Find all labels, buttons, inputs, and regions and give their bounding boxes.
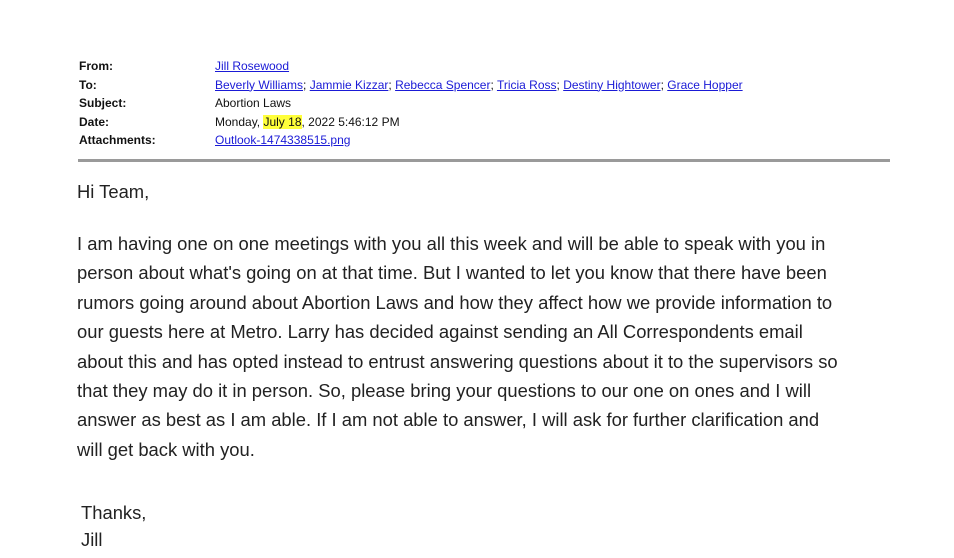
attachment-link[interactable]: Outlook-1474338515.png — [215, 133, 351, 147]
message-paragraph — [77, 229, 907, 464]
recipient-list — [215, 76, 743, 95]
recipient-link[interactable]: Tricia Ross — [496, 77, 557, 92]
body-line: will get back with you. — [77, 438, 255, 460]
from-label: From: — [79, 59, 113, 73]
body-line: that they may do it in person. So, please bring your questions to our one on ones and I will — [77, 380, 812, 402]
subject-label: Subject: — [79, 96, 127, 110]
from-row — [79, 57, 743, 76]
body-line: about this and has opted instead to entrust answering questions about it to the supervisors so — [77, 350, 838, 372]
signature-closing: Thanks, — [81, 502, 147, 523]
recipient-link[interactable]: Jammie Kizzar — [309, 77, 389, 92]
header-divider — [78, 159, 890, 162]
date-row — [79, 113, 743, 132]
body-line: I am having one on one meetings with you all this week and will be able to speak with you in — [77, 233, 826, 254]
subject-row — [79, 94, 743, 113]
attachments-row — [79, 131, 743, 150]
greeting: Hi Team, — [77, 181, 150, 202]
body-line: our guests here at Metro. Larry has decided against sending an All Correspondents email — [77, 321, 803, 343]
recipient-link[interactable]: Rebecca Spencer — [395, 77, 491, 92]
recipient-separator: ; — [388, 77, 392, 92]
to-label: To: — [79, 77, 97, 92]
recipient-separator: ; — [660, 77, 664, 92]
recipient-link[interactable]: Grace Hopper — [667, 77, 743, 92]
signature-name: Jill — [81, 529, 103, 550]
body-line: person about what's going on at that time. But I wanted to let you know that there have been — [77, 262, 827, 284]
body-line: answer as best as I am able. If I am not able to answer, I will ask for further clarification and — [77, 409, 820, 431]
signature — [81, 499, 146, 553]
email-header — [79, 57, 743, 150]
recipient-link[interactable]: Beverly Williams — [215, 77, 304, 92]
body-line: rumors going around about Abortion Laws and how they affect how we provide information to — [77, 291, 833, 313]
date-highlight: July 18 — [263, 114, 302, 129]
recipient-separator: ; — [556, 77, 560, 92]
recipient-link[interactable]: Destiny Hightower — [563, 77, 661, 92]
date-suffix: , 2022 5:46:12 PM — [301, 114, 400, 129]
date-label: Date: — [79, 114, 110, 129]
recipient-separator: ; — [303, 77, 307, 92]
date-prefix: Monday, — [215, 114, 264, 129]
sender-link[interactable]: Jill Rosewood — [215, 59, 290, 73]
recipient-separator: ; — [490, 77, 494, 92]
email-body — [77, 178, 907, 464]
attachments-label: Attachments: — [79, 133, 156, 147]
to-row — [79, 76, 743, 95]
subject-value: Abortion Laws — [215, 96, 292, 110]
date-value — [215, 113, 400, 132]
